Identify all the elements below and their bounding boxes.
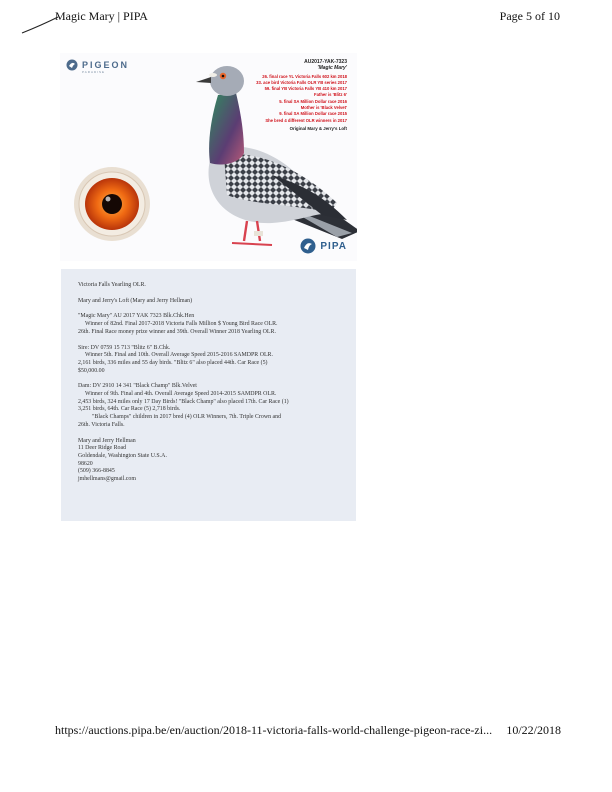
contact-line: (509) 366-8845 [78,468,115,475]
document-title: Magic Mary | PIPA [55,9,148,23]
sire-description: 2,161 birds, 336 miles and 55 day birds. "Blitz 6" also placed 44th. Car Race (5) [78,359,268,366]
dam-description: 2,453 birds, 324 miles only 17 Day Birds! "Black Champ" also placed 17th. Car Race (1) [78,398,289,405]
sire-description: Winner 5th. Final and 10th. Overall Average Speed 2015-2016 SAMDPR OLR. [85,352,273,359]
pipa-logo [300,238,347,254]
achievement-line: 5. final SA Million Dollar race 2016 [279,98,347,104]
contact-line: 11 Deer Ridge Road [78,445,127,452]
dam-description: 3,251 birds, 64th. Car Race (5) 2,718 birds. [78,406,181,413]
contact-line: Goldendale, Washington State U.S.A. [78,452,167,459]
brand-emblem-icon [66,59,78,71]
pen-mark-icon [20,14,60,36]
print-date: 10/22/2018 [506,723,561,737]
contact-line: 98620 [78,460,93,467]
owner-line: Original Mary & Jerry's Loft [289,125,347,131]
dam-description: 26th. Victoria Falls. [78,421,125,428]
brand-name: PIGEON [82,60,130,70]
pedigree-summary [227,59,347,132]
achievement-line: She bred 4 different OLR winners in 2017 [265,117,347,123]
achievement-line: 59. final YB Victoria Falls YB 410 km 2017 [264,86,347,92]
source-url: https://auctions.pipa.be/en/auction/2018-11-victoria-falls-world-challenge-pigeon-race-zi... [55,723,493,737]
pedigree-text-box [61,269,356,521]
brand-subtitle: PARADISE [82,70,105,74]
bird-description: 26th. Final Race money prize winner and 39th. Overall Winner 2018 Yearling OLR. [78,328,276,335]
achievement-line: 9. final SA Million Dollar race 2015 [279,111,347,117]
achievement-line: 33. ace bird Victoria Falls OLR YB series 2017 [256,79,347,85]
bird-description: Winner of 82nd. Final 2017-2018 Victoria Falls Million $ Young Bird Race OLR. [85,321,278,328]
contact-line: Mary and Jerry Hellman [78,437,136,444]
ring-number: AU2017-YAK-7323 [304,59,347,65]
dam-description: Winner of 9th. Final and 4th. Overall Average Speed 2014-2015 SAMDPR OLR. [85,391,277,398]
sire-description: $50,000.00 [78,367,105,374]
race-name: Victoria Falls Yearling OLR. [78,282,146,288]
page-number: Page 5 of 10 [499,9,560,23]
dam-description: "Black Champs" children in 2017 bred (4) OLR Winners, 7th. Triple Crown and [92,414,282,421]
pipa-logo-text: PIPA [320,240,347,252]
achievement-line: Mother is 'Black Velvet' [300,105,347,111]
achievement-line: 26. final race YL Victoria Falls 602 km 2018 [262,73,347,79]
dam-line: Dam: DV 2910 14 341 "Black Champ" Blk.Velvet [78,383,197,390]
achievement-line: Father is 'Blitz 6' [314,92,347,98]
pigeon-photo-card [60,53,357,261]
sire-line: Sire: DV 0759 15 713 "Blitz 6" B.Chk. [78,344,171,351]
bird-line: "Magic Mary" AU 2017 YAK 7323 Blk.Chk.Hen [78,313,195,320]
bird-name: 'Magic Mary' [317,65,347,72]
contact-email: jmhellmans@gmail.com [78,476,136,483]
loft-name: Mary and Jerry's Loft (Mary and Jerry Hellman) [78,297,193,304]
pipa-pigeon-icon [300,238,316,254]
